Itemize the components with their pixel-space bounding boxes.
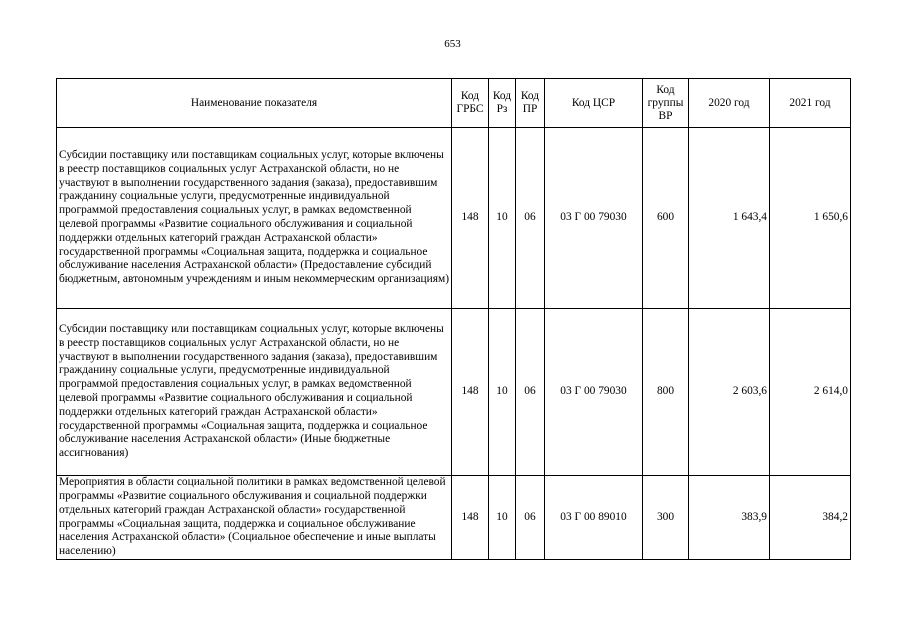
row-grbs: 148 (452, 476, 489, 560)
row-grbs: 148 (452, 128, 489, 309)
table-row (57, 309, 851, 476)
row-grbs: 148 (452, 309, 489, 476)
row-csr: 03 Г 00 89010 (545, 476, 643, 560)
row-vr: 800 (643, 309, 689, 476)
row-2021: 2 614,0 (770, 309, 851, 476)
row-csr: 03 Г 00 79030 (545, 309, 643, 476)
row-pr: 06 (516, 309, 545, 476)
row-rz: 10 (489, 309, 516, 476)
table-header-row (57, 79, 851, 128)
row-2021: 1 650,6 (770, 128, 851, 309)
row-2020: 383,9 (689, 476, 770, 560)
row-vr: 300 (643, 476, 689, 560)
row-name: Субсидии поставщику или поставщикам социальных услуг, которые включены в реестр поставщиков социальных услуг Астраханской области, но не участвуют в выполнении государственного задания (заказа), предоставившим гражданину социальные услуги, предусмотренные индивидуальной программой предоставления социальных услуг, в рамках ведомственной целевой программы «Развитие социального обслуживания и социальной поддержки отдельных категорий граждан Астраханской области» государственной программы «Социальная защита, поддержка и социальное обслуживание населения Астраханской области» (Предоставление субсидий бюджетным, автономным учреждениям и иным некоммерческим организациям) (57, 128, 452, 309)
row-name: Мероприятия в области социальной политики в рамках ведомственной целевой программы «Развитие социального обслуживания и социальной поддержки отдельных категорий граждан Астраханской области» государственной программы «Социальная защита, поддержка и социальное обслуживание населения Астраханской области» (Социальное обеспечение и иные выплаты населению) (57, 476, 452, 560)
row-csr: 03 Г 00 79030 (545, 128, 643, 309)
row-rz: 10 (489, 128, 516, 309)
header-grbs: Код ГРБС (452, 79, 489, 128)
row-vr: 600 (643, 128, 689, 309)
header-vr: Код группы ВР (643, 79, 689, 128)
header-rz: Код Рз (489, 79, 516, 128)
row-pr: 06 (516, 476, 545, 560)
header-pr: Код ПР (516, 79, 545, 128)
header-2021: 2021 год (770, 79, 851, 128)
header-csr: Код ЦСР (545, 79, 643, 128)
row-pr: 06 (516, 128, 545, 309)
table-row (57, 128, 851, 309)
row-2020: 1 643,4 (689, 128, 770, 309)
row-name: Субсидии поставщику или поставщикам социальных услуг, которые включены в реестр поставщиков социальных услуг Астраханской области, но не участвуют в выполнении государственного задания (заказа), предоставившим гражданину социальные услуги, предусмотренные индивидуальной программой предоставления социальных услуг, в рамках ведомственной целевой программы «Развитие социального обслуживания и социальной поддержки отдельных категорий граждан Астраханской области» государственной программы «Социальная защита, поддержка и социальное обслуживание населения Астраханской области» (Иные бюджетные ассигнования) (57, 309, 452, 476)
row-2021: 384,2 (770, 476, 851, 560)
budget-table (56, 78, 851, 560)
table-row (57, 476, 851, 560)
page-number: 653 (444, 38, 461, 50)
header-2020: 2020 год (689, 79, 770, 128)
row-rz: 10 (489, 476, 516, 560)
header-name: Наименование показателя (57, 79, 452, 128)
row-2020: 2 603,6 (689, 309, 770, 476)
